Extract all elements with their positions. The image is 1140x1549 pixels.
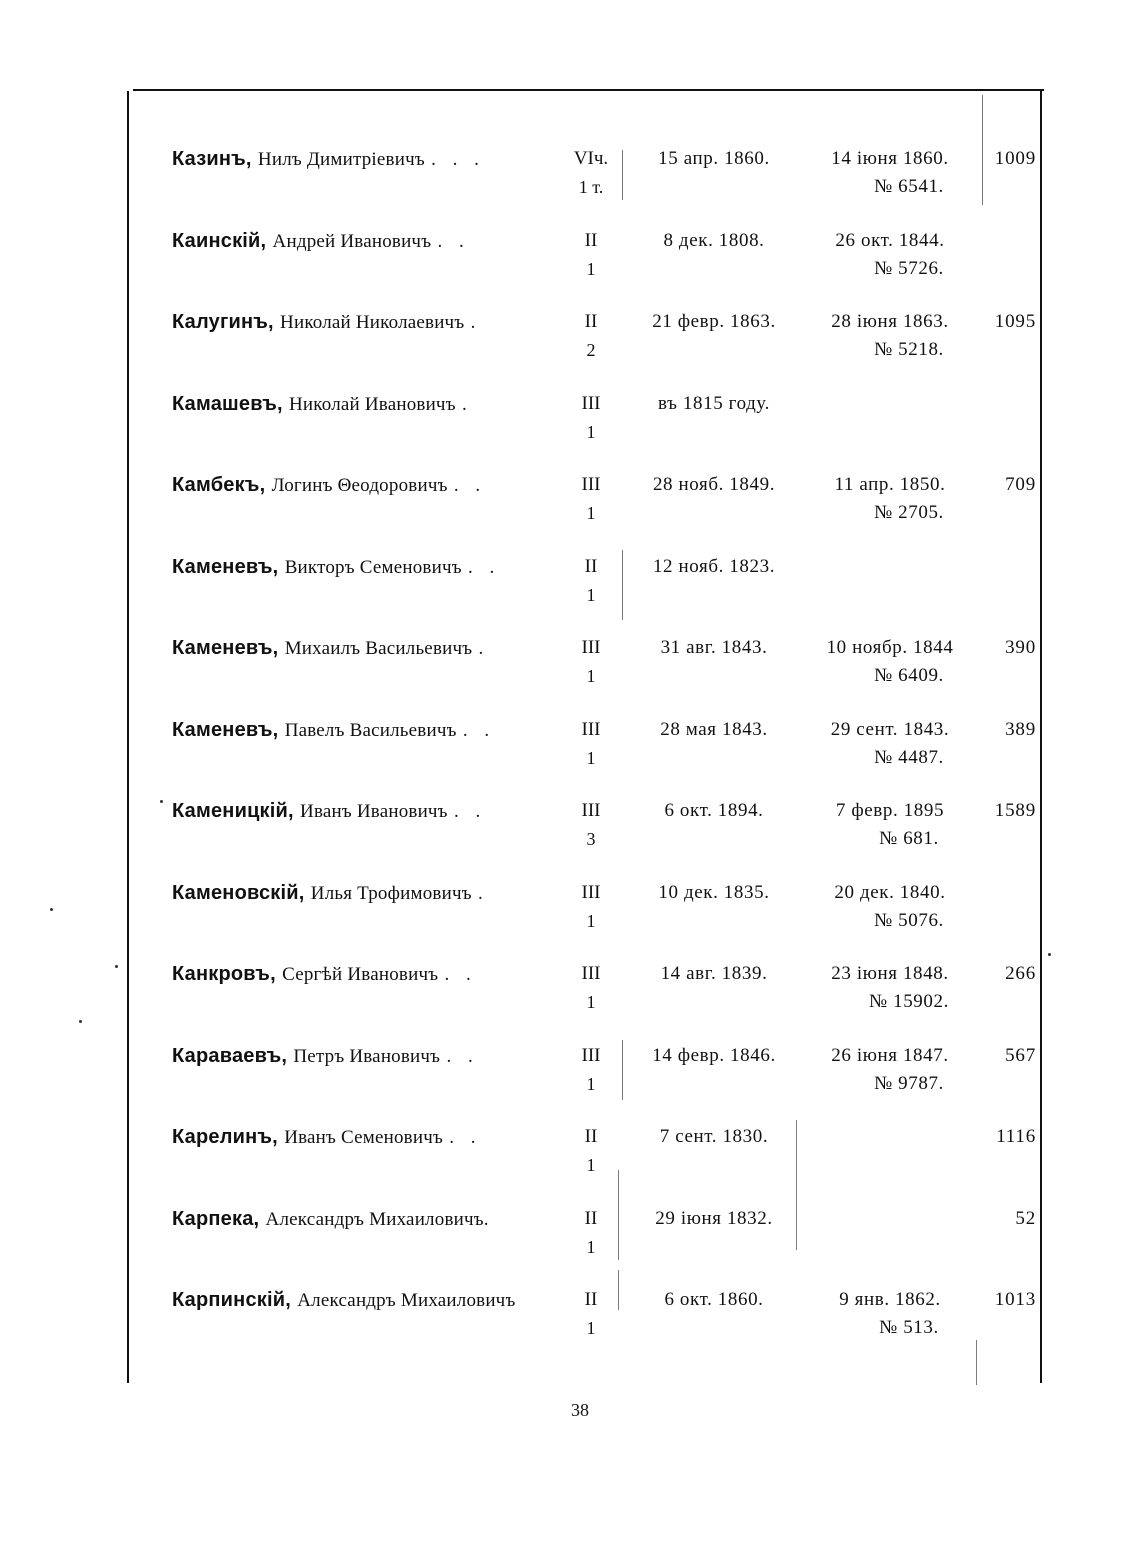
- table-row: [0, 308, 1140, 368]
- leader-dots: . .: [444, 964, 477, 985]
- surname: Каменевъ,: [172, 637, 279, 659]
- rank-class: [566, 1286, 616, 1342]
- reference-number: 567: [1005, 1044, 1036, 1066]
- rank-class: [566, 390, 616, 446]
- person-name: [172, 1042, 562, 1071]
- rank-class: [566, 553, 616, 609]
- given-name: Александръ Михаиловичъ.: [265, 1208, 489, 1230]
- award-number: № 9787.: [874, 1072, 944, 1094]
- rank-class: [566, 308, 616, 364]
- rank-sub: 1: [586, 747, 596, 768]
- reference-number: 1013: [994, 1289, 1036, 1310]
- award-date: 23 іюня 1848.: [831, 963, 949, 984]
- rank-class: [566, 879, 616, 935]
- award-number: № 6409.: [874, 665, 944, 686]
- table-row: [0, 390, 1140, 450]
- given-name: Илья Трофимовичъ: [310, 882, 472, 904]
- table-row: [0, 145, 1140, 205]
- rank: II: [584, 1207, 598, 1229]
- leader-dots: . .: [453, 801, 487, 822]
- rank: III: [581, 1044, 601, 1066]
- award-date: 10 ноябр. 1844: [826, 637, 954, 658]
- rank: II: [584, 311, 598, 332]
- award-info: [800, 145, 980, 201]
- given-name: Нилъ Димитріевичъ: [257, 149, 425, 170]
- award-number: № 2705.: [874, 502, 944, 523]
- birth-date: 6 окт. 1860.: [664, 1289, 764, 1310]
- reference-number: 1116: [996, 1126, 1036, 1147]
- rank-sub: 1: [586, 1318, 596, 1338]
- rank-class: [566, 797, 616, 853]
- surname: Каменевъ,: [172, 718, 279, 741]
- reference-number: 1095: [994, 311, 1036, 332]
- award-info: [800, 308, 980, 364]
- person-name: [172, 1123, 562, 1152]
- surname: Карелинъ,: [172, 1126, 278, 1148]
- reference-number: 52: [1015, 1207, 1036, 1229]
- table-row: [0, 1123, 1140, 1183]
- leader-dots: .: [461, 393, 473, 415]
- leader-dots: . .: [462, 719, 496, 741]
- rank-class: [566, 634, 616, 690]
- rank-sub: 1: [586, 1073, 596, 1094]
- rank: III: [581, 637, 601, 658]
- speck: [50, 908, 53, 911]
- person-name: [172, 308, 562, 337]
- birth-date: въ 1815 году.: [658, 392, 770, 414]
- award-info: [800, 1042, 980, 1098]
- surname: Каинскій,: [172, 229, 267, 252]
- birth-date: 14 авг. 1839.: [660, 963, 768, 984]
- given-name: Петръ Ивановичъ: [293, 1045, 441, 1067]
- rank-class: [566, 227, 616, 283]
- column-rule: [976, 1340, 977, 1385]
- award-date: 20 дек. 1840.: [834, 881, 946, 903]
- award-number: № 6541.: [874, 176, 944, 197]
- leader-dots: . .: [437, 230, 470, 252]
- person-name: [172, 634, 562, 663]
- birth-date: 10 дек. 1835.: [658, 881, 770, 903]
- rank-sub: 1: [586, 1236, 596, 1257]
- person-name: [172, 553, 562, 582]
- award-info: [800, 960, 980, 1016]
- award-info: [800, 716, 980, 772]
- birth-date: 15 апр. 1860.: [658, 148, 770, 169]
- award-info: [800, 227, 980, 283]
- birth-date: 14 февр. 1846.: [652, 1044, 776, 1066]
- award-number: № 5726.: [874, 257, 944, 279]
- rank-class: [566, 1205, 616, 1261]
- award-date: 26 іюня 1847.: [831, 1044, 949, 1066]
- birth-date: 29 іюня 1832.: [655, 1207, 773, 1229]
- surname: Каменевъ,: [172, 555, 279, 578]
- rank-class: [566, 1042, 616, 1098]
- reference-number: 1009: [994, 148, 1036, 169]
- leader-dots: .: [470, 312, 482, 333]
- award-info: [800, 879, 980, 935]
- page-number: 38: [571, 1400, 589, 1420]
- birth-date: 12 нояб. 1823.: [652, 555, 776, 577]
- person-name: [172, 471, 562, 500]
- surname: Калугинъ,: [172, 311, 274, 333]
- speck: [160, 800, 163, 803]
- award-number: № 5076.: [874, 909, 944, 931]
- speck: [1048, 953, 1051, 956]
- birth-date: 31 авг. 1843.: [660, 637, 768, 658]
- given-name: Сергѣй Ивановичъ: [282, 964, 439, 985]
- person-name: [172, 716, 562, 745]
- rank-class: [566, 1123, 616, 1179]
- given-name: Логинъ Θеодоровичъ: [271, 475, 448, 496]
- award-date: 11 апр. 1850.: [834, 474, 946, 495]
- award-number: № 15902.: [869, 991, 949, 1012]
- person-name: [172, 797, 562, 826]
- leader-dots: .: [478, 882, 489, 904]
- table-row: [0, 960, 1140, 1020]
- rank: III: [581, 800, 601, 821]
- reference-number: 390: [1005, 637, 1036, 658]
- surname: Камбекъ,: [172, 474, 266, 496]
- leader-dots: .: [478, 638, 490, 659]
- rank-sub: 1: [586, 258, 596, 279]
- table-row: [0, 716, 1140, 776]
- person-name: [172, 145, 562, 174]
- award-date: 29 сент. 1843.: [830, 718, 950, 740]
- rank-class: [566, 716, 616, 772]
- table-row: [0, 879, 1140, 939]
- award-info: [800, 797, 980, 853]
- given-name: Михаилъ Васильевичъ: [284, 638, 473, 659]
- table-row: [0, 227, 1140, 287]
- rank: II: [584, 555, 598, 577]
- rank: III: [581, 474, 601, 495]
- given-name: Александръ Михаиловичъ: [297, 1290, 516, 1311]
- rank-sub: 2: [586, 340, 596, 360]
- given-name: Викторъ Семеновичъ: [284, 556, 462, 578]
- surname: Камашевъ,: [172, 392, 283, 415]
- reference-number: 389: [1005, 718, 1036, 740]
- given-name: Иванъ Семеновичъ: [284, 1127, 443, 1148]
- table-row: [0, 634, 1140, 694]
- rank-sub: 3: [586, 829, 596, 849]
- rank: II: [584, 1289, 598, 1310]
- given-name: Андрей Ивановичъ: [272, 230, 432, 252]
- rank: II: [584, 229, 598, 251]
- rank-sub: 1: [586, 421, 596, 442]
- surname: Канкровъ,: [172, 963, 276, 985]
- award-number: № 513.: [879, 1317, 939, 1338]
- award-info: [800, 1286, 980, 1342]
- reference-number: 709: [1005, 474, 1036, 495]
- reference-number: 1589: [994, 800, 1036, 821]
- award-date: 7 февр. 1895: [835, 800, 945, 821]
- rank-sub: 1: [586, 666, 596, 686]
- rank: III: [581, 881, 601, 903]
- award-number: № 681.: [879, 828, 939, 849]
- award-info: [800, 634, 980, 690]
- award-date: 28 іюня 1863.: [831, 311, 949, 332]
- rank-class: [566, 960, 616, 1016]
- leader-dots: . . .: [431, 149, 485, 170]
- birth-date: 28 нояб. 1849.: [652, 474, 776, 495]
- given-name: Иванъ Ивановичъ: [300, 801, 448, 822]
- rank-class: [566, 145, 616, 201]
- birth-date: 21 февр. 1863.: [652, 311, 776, 332]
- rank: III: [581, 392, 601, 414]
- given-name: Павелъ Васильевичъ: [284, 719, 457, 741]
- rank-sub: 1: [586, 584, 596, 605]
- award-number: № 4487.: [874, 746, 944, 768]
- birth-date: 6 окт. 1894.: [664, 800, 764, 821]
- person-name: [172, 227, 562, 256]
- award-info: [800, 471, 980, 527]
- rank: VIч.: [573, 148, 609, 169]
- leader-dots: . .: [453, 475, 487, 496]
- table-row: [0, 1205, 1140, 1265]
- award-date: 9 янв. 1862.: [839, 1289, 941, 1310]
- table-row: [0, 553, 1140, 613]
- speck: [115, 965, 118, 968]
- surname: Каменицкій,: [172, 800, 294, 822]
- surname: Каменовскій,: [172, 881, 305, 904]
- table-row: [0, 797, 1140, 857]
- given-name: Николай Николаевичъ: [280, 312, 465, 333]
- surname: Казинъ,: [172, 148, 252, 170]
- birth-date: 28 мая 1843.: [660, 718, 768, 740]
- person-name: [172, 390, 562, 419]
- rank-sub: 1: [586, 910, 596, 931]
- rank: III: [581, 718, 601, 740]
- surname: Карпека,: [172, 1207, 260, 1230]
- leader-dots: . .: [467, 556, 501, 578]
- table-row: [0, 1286, 1140, 1346]
- table-row: [0, 471, 1140, 531]
- award-number: № 5218.: [874, 339, 944, 360]
- surname: Караваевъ,: [172, 1044, 288, 1067]
- rank: II: [584, 1126, 598, 1147]
- person-name: [172, 1205, 562, 1234]
- speck: [79, 1020, 82, 1023]
- rank-sub: 1: [586, 1155, 596, 1175]
- rank: III: [581, 963, 601, 984]
- leader-dots: . .: [446, 1045, 479, 1067]
- top-rule: [133, 89, 1044, 91]
- birth-date: 7 сент. 1830.: [659, 1126, 769, 1147]
- award-date: 26 окт. 1844.: [835, 229, 945, 251]
- person-name: [172, 960, 562, 989]
- leader-dots: . .: [449, 1127, 482, 1148]
- table-row: [0, 1042, 1140, 1102]
- rank-class: [566, 471, 616, 527]
- person-name: [172, 879, 562, 908]
- award-date: 14 іюня 1860.: [831, 148, 949, 169]
- rank-sub: 1: [586, 503, 596, 523]
- person-name: [172, 1286, 562, 1315]
- rank-sub: 1 т.: [578, 177, 604, 197]
- surname: Карпинскій,: [172, 1289, 291, 1311]
- birth-date: 8 дек. 1808.: [663, 229, 765, 251]
- rank-sub: 1: [586, 992, 596, 1012]
- reference-number: 266: [1005, 963, 1036, 984]
- given-name: Николай Ивановичъ: [289, 393, 456, 415]
